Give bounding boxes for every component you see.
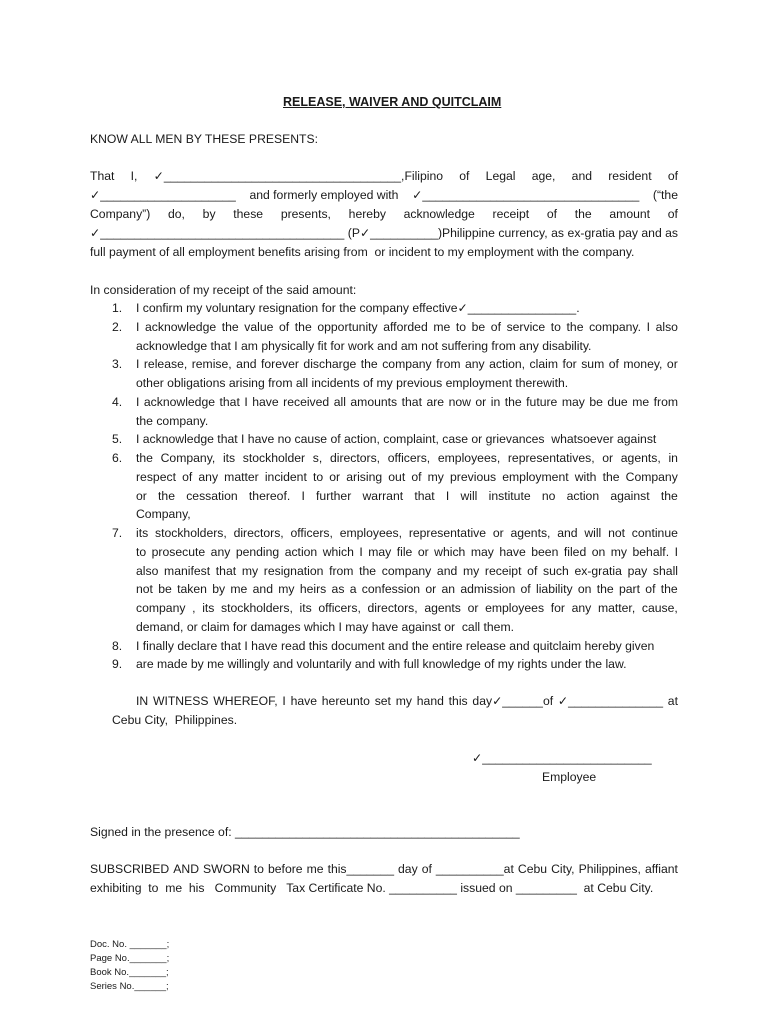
item-line-word: I <box>136 394 140 409</box>
subscribed-line-word: before <box>268 862 303 876</box>
item-line-word: I <box>674 544 678 559</box>
item-line-word: money, <box>623 357 663 372</box>
item-line-text: I confirm my voluntary resignation for the company effective✓________________. <box>136 301 580 315</box>
item-line-word: and <box>436 563 458 578</box>
witness-line-word: IN <box>136 694 149 708</box>
para1-line-word: of <box>667 169 678 183</box>
item-line-word: any <box>210 544 231 559</box>
subscribed-line <box>90 862 678 876</box>
item-line-word: I <box>359 544 363 559</box>
item-line-word: remise, <box>191 357 232 372</box>
item-line-word: or <box>329 469 341 484</box>
item-line-word: are <box>426 394 445 409</box>
item-line <box>136 639 678 653</box>
item-line-word: acknowledge <box>144 319 217 334</box>
para1-line-word: of <box>459 169 470 183</box>
para1-line <box>90 207 678 221</box>
item-line-word: amounts <box>350 394 398 409</box>
item-line-word: warrant <box>362 488 404 503</box>
para1-line-word: ✓____________________________________ <box>90 226 345 240</box>
item-line-word: agents <box>424 601 461 615</box>
item-number: 1. <box>112 301 123 315</box>
witness-line-word: I <box>282 694 286 708</box>
item-line-word: officers, <box>318 601 361 615</box>
item-line-word: future <box>526 394 558 409</box>
para1-line-word: hereby <box>348 207 386 221</box>
notary-footer-line: Page No._______; <box>90 953 170 964</box>
item-line-word: and <box>236 357 257 372</box>
item-line-word: pending <box>235 544 280 559</box>
item-line-word: no <box>541 488 556 503</box>
item-line-word: sum <box>581 357 605 372</box>
item-line-word: stockholder <box>242 451 306 465</box>
item-number: 2. <box>112 319 123 334</box>
item-line-word: afforded <box>383 319 428 334</box>
item-line-word: shall <box>652 563 678 578</box>
item-line <box>136 545 678 559</box>
item-line-word: the <box>566 319 584 334</box>
item-line-word: of <box>411 469 422 484</box>
notary-footer-line: Book No._______; <box>90 967 169 978</box>
item-line-word: company <box>381 563 432 578</box>
item-line-word: that <box>219 394 240 409</box>
item-line <box>136 432 678 446</box>
item-line-word: of <box>527 563 538 578</box>
item-line-word: or <box>417 544 429 559</box>
item-line-word: or <box>425 582 437 597</box>
para1-line-word: That <box>90 169 115 183</box>
para1-line-word: Legal <box>485 169 516 183</box>
item-line-word: stockholders, <box>154 526 227 540</box>
item-line-word: as <box>331 582 345 597</box>
item-line-word: that <box>215 563 237 578</box>
item-line-text: demand, or claim for damages which I may have against or call them. <box>136 619 514 634</box>
item-line-word: to <box>136 544 147 559</box>
item-line-word: be <box>589 394 603 409</box>
item-line-word: , <box>192 601 196 615</box>
item-line-word: admission <box>460 582 516 597</box>
item-line-word: continue <box>631 526 678 540</box>
item-line <box>136 320 678 334</box>
item-line-word: for <box>562 357 577 372</box>
item-line-text: Company, <box>136 507 191 522</box>
item-line-word: or <box>475 394 487 409</box>
item-line <box>136 395 678 409</box>
item-line-word: opportunity <box>317 319 378 334</box>
item-number: 3. <box>112 357 123 372</box>
item-line-word: now <box>448 394 471 409</box>
subscribed-line-word: day <box>398 862 418 876</box>
item-line-word: ex-gratia <box>574 563 622 578</box>
item-line-word: filed <box>563 544 587 559</box>
item-line-word: pay <box>627 563 648 578</box>
item-line-word: I <box>136 357 140 372</box>
item-line-word: action <box>566 488 600 503</box>
subscribed-line-word: __________at <box>435 862 514 876</box>
notary-footer-line: Doc. No. _______; <box>90 939 170 950</box>
item-line-word: that <box>414 488 435 503</box>
item-line-word: employment <box>502 469 569 484</box>
intro-heading: KNOW ALL MEN BY THESE PRESENTS: <box>90 132 319 146</box>
item-line-word: may <box>561 394 585 409</box>
para1-line-word: age, <box>531 169 556 183</box>
item-line-word: heirs <box>299 582 327 597</box>
item-line-word: such <box>543 563 569 578</box>
subscribed-line <box>90 881 678 895</box>
item-line-word: or <box>602 451 614 465</box>
item-line-word: or <box>666 357 678 372</box>
item-line-word: may <box>368 544 392 559</box>
para1-line-word: of <box>546 207 558 221</box>
item-line-word: release, <box>143 357 188 372</box>
para1-line-word: (P✓__________)Philippine <box>347 226 495 240</box>
item-line-word: me <box>433 319 451 334</box>
item-line-word: stockholders, <box>221 601 293 615</box>
item-line-word: the <box>359 563 377 578</box>
item-line-word: of <box>182 469 193 484</box>
item-line-word: my <box>241 563 259 578</box>
item-line-word: or <box>492 526 504 540</box>
item-line-word: or <box>467 601 479 615</box>
item-line-word: will <box>460 488 478 503</box>
item-line <box>136 414 678 428</box>
item-line-word: representatives, <box>507 451 595 465</box>
para1-line <box>90 169 678 183</box>
item-line-word: arising <box>346 469 383 484</box>
item-line-word: an <box>441 582 456 597</box>
item-line-word: the <box>360 357 378 372</box>
item-line-word: of <box>490 319 501 334</box>
item-line-word: agents, <box>620 451 661 465</box>
item-line <box>136 507 678 521</box>
item-line-word: and <box>557 526 578 540</box>
item-line-text: other obligations arising from all incidents of my previous employment therewith. <box>136 376 569 390</box>
item-line-word: I <box>244 394 248 409</box>
item-line <box>136 489 678 503</box>
item-line <box>136 470 678 484</box>
item-line-word: claim <box>529 357 558 372</box>
subscribed-line-word: City, <box>551 862 575 876</box>
item-line-word: on <box>591 544 606 559</box>
item-line-word: resignation <box>263 563 324 578</box>
item-line-word: institute <box>488 488 531 503</box>
item-line-word: liability <box>536 582 573 597</box>
para1-line-word: resident <box>608 169 652 183</box>
item-line <box>136 601 678 615</box>
item-line-word: value <box>244 319 274 334</box>
item-line-word: any <box>571 601 592 615</box>
item-line-word: on <box>577 582 592 597</box>
item-line-word: of <box>608 357 619 372</box>
item-line-word: confession <box>361 582 421 597</box>
item-line-word: from <box>436 357 461 372</box>
subscribed-line-word: affiant <box>644 862 678 876</box>
item-line-word: any <box>198 469 219 484</box>
employee-signature-line: ✓_________________________ <box>472 751 652 765</box>
para1-line <box>90 188 678 202</box>
item-line-word: directors, <box>367 601 418 615</box>
item-line-word: employees, <box>339 526 403 540</box>
item-line-word: that <box>401 394 422 409</box>
para1-line-word: (“the <box>652 188 678 202</box>
item-line-word: Company, <box>160 451 216 465</box>
para1-line-text: full payment of all employment benefits arising from or incident to my employment with the company. <box>90 245 635 259</box>
item-line-word: employees, <box>437 451 501 465</box>
item-line-word: also <box>655 319 678 334</box>
item-line-word: my <box>462 563 480 578</box>
item-line-text: I finally declare that I have read this document and the entire release and quitclaim hereby given <box>136 638 655 653</box>
item-line-word: the <box>158 488 175 503</box>
item-line-word: action, <box>489 357 526 372</box>
para1-line-word: and formerly employed with <box>249 188 399 202</box>
item-line-word: have <box>252 394 279 409</box>
item-line-word: to <box>455 319 467 334</box>
item-line-word: matter, <box>597 601 636 615</box>
item-line-word: also <box>136 563 159 578</box>
item-line-word: out <box>388 469 406 484</box>
para1-line-word: of <box>667 207 678 221</box>
item-line-word: been <box>531 544 559 559</box>
item-line-word: may <box>470 544 494 559</box>
item-line <box>136 357 678 371</box>
subscribed-line-word: AND <box>173 862 200 876</box>
item-number: 9. <box>112 657 123 672</box>
item-number: 4. <box>112 394 123 409</box>
item-line-word: company <box>382 357 432 372</box>
witness-line-word: at <box>667 694 678 708</box>
item-line-word: in <box>490 394 501 409</box>
witness-line <box>136 694 678 708</box>
item-line-word: not <box>608 526 626 540</box>
item-line-text: I acknowledge that I have no cause of action, complaint, case or grievances whatsoever against <box>136 432 657 447</box>
witness-line-text: Cebu City, Philippines. <box>112 713 238 727</box>
para1-line-word: acknowledge <box>403 207 475 221</box>
item-line-text: acknowledge that I am physically fit for work and am not suffering from any disability. <box>136 338 592 353</box>
para1-line-word: ✓____________________ <box>90 188 236 202</box>
item-line-word: the <box>660 582 678 597</box>
item-line-word: my <box>610 544 627 559</box>
item-line-word: me <box>230 582 248 597</box>
item-line-word: matter <box>224 469 259 484</box>
item-line-word: will <box>584 526 602 540</box>
item-line-word: received <box>283 394 330 409</box>
item-line-word: incident <box>264 469 307 484</box>
item-line-word: prosecute <box>151 544 206 559</box>
para1-line-word: these <box>233 207 264 221</box>
para1-line <box>90 226 678 240</box>
witness-line-word: day✓______of <box>472 694 554 708</box>
item-line-word: the <box>596 582 614 597</box>
item-line-word: part <box>618 582 640 597</box>
item-line-word: its <box>136 526 149 540</box>
item-line-word: of <box>645 582 656 597</box>
item-line-word: in <box>668 451 678 465</box>
notary-footer-line: Series No.______; <box>90 981 169 992</box>
item-number: 5. <box>112 432 123 447</box>
item-line <box>136 582 678 596</box>
signed-presence-line: Signed in the presence of: __________________________________________ <box>90 825 520 839</box>
item-line-word: taken <box>177 582 207 597</box>
item-line-word: the <box>221 319 239 334</box>
witness-line-word: have <box>290 694 317 708</box>
witness-line-word: my <box>395 694 412 708</box>
para1-line-word: as <box>551 226 565 240</box>
item-line-word: acknowledge <box>143 394 216 409</box>
witness-line-word: this <box>448 694 468 708</box>
item-line <box>136 526 678 540</box>
subscribed-line-word: SUBSCRIBED <box>90 862 170 876</box>
item-line-word: previous <box>450 469 497 484</box>
consideration-heading: In consideration of my receipt of the said amount: <box>90 283 357 297</box>
para1-line-word: ex-gratia pay and as <box>567 226 678 240</box>
item-line-word: receipt <box>484 563 522 578</box>
para1-line-word: ✓___________________________________,Filipino <box>153 169 444 183</box>
item-line-word: a <box>349 582 357 597</box>
item-line-word: the <box>660 488 678 503</box>
item-line-text: are made by me willingly and voluntarily and with full knowledge of my rights under the law. <box>136 657 627 672</box>
item-line-word: or <box>136 488 147 503</box>
item-line-word: against <box>610 488 650 503</box>
para1-line-word: I, <box>130 169 138 183</box>
item-line-word: which <box>322 544 354 559</box>
para1-line-word: by <box>202 207 216 221</box>
para1-line-word: the <box>574 207 592 221</box>
subscribed-line-word: this_______ <box>327 862 394 876</box>
para1-line-word: and <box>571 169 593 183</box>
item-line-word: from <box>653 394 678 409</box>
item-line-word: s, <box>312 451 323 465</box>
subscribed-line-word: Philippines, <box>578 862 641 876</box>
item-line-word: due <box>607 394 628 409</box>
item-line-word: service <box>506 319 546 334</box>
item-line-word: with <box>574 469 597 484</box>
item-line-word: manifest <box>164 563 211 578</box>
item-line <box>136 451 678 465</box>
witness-line-word: WITNESS <box>152 694 209 708</box>
item-line-word: not <box>136 582 153 597</box>
item-line-word: cause, <box>641 601 678 615</box>
item-line-word: agents, <box>510 526 551 540</box>
witness-line-word: WHEREOF, <box>213 694 278 708</box>
item-line-word: representative <box>408 526 487 540</box>
witness-line-word: hereunto <box>321 694 370 708</box>
para1-line-word: amount <box>609 207 651 221</box>
item-line-word: company <box>136 601 186 615</box>
witness-line-word: hand <box>416 694 444 708</box>
item-line-word: have <box>499 544 526 559</box>
item-line-word: behalf. <box>632 544 670 559</box>
item-line-word: its <box>299 601 312 615</box>
item-line-word: I <box>445 488 450 503</box>
item-line-word: and <box>252 582 273 597</box>
item-line-word: respect <box>136 469 176 484</box>
para1-line <box>90 245 678 259</box>
item-line-word: the <box>294 319 312 334</box>
subscribed-line-word: me <box>306 862 324 876</box>
item-line-word: action <box>284 544 318 559</box>
item-line <box>136 620 678 634</box>
para1-line-word: receipt <box>492 207 530 221</box>
item-line-word: I <box>136 319 140 334</box>
item-line-word: be <box>158 582 172 597</box>
item-line-word: discharge <box>303 357 357 372</box>
para1-line-word: Company”) <box>90 207 151 221</box>
item-line-word: my <box>278 582 295 597</box>
para1-line-word: currency, <box>498 226 548 240</box>
item-line-word: forever <box>261 357 299 372</box>
item-line-word: my <box>427 469 444 484</box>
item-line-word: company. <box>589 319 642 334</box>
item-line-word: further <box>316 488 352 503</box>
item-line-word: me <box>632 394 650 409</box>
item-line <box>136 301 678 315</box>
item-line-word: officers, <box>387 451 431 465</box>
item-number: 6. <box>112 451 123 465</box>
item-line-word: of <box>279 319 290 334</box>
para1-line-word: do, <box>168 207 185 221</box>
item-line-word: which <box>434 544 466 559</box>
subscribed-line-word: SWORN <box>203 862 250 876</box>
item-line-word: be <box>471 319 486 334</box>
witness-line-word: set <box>374 694 391 708</box>
item-line-word: cessation <box>186 488 238 503</box>
item-line <box>136 376 678 390</box>
para1-line-word: ✓________________________________ <box>412 188 640 202</box>
item-line-word: from <box>329 563 354 578</box>
item-line-word: any <box>465 357 485 372</box>
item-line-word: I <box>646 319 650 334</box>
item-line-text: the company. <box>136 413 209 428</box>
item-line <box>136 657 678 671</box>
item-line-word: all <box>333 394 346 409</box>
item-line-word: to <box>312 469 324 484</box>
item-line <box>136 339 678 353</box>
item-line-word: directors, <box>329 451 381 465</box>
item-line-word: by <box>212 582 226 597</box>
subscribed-line-text: exhibiting to me his Community Tax Certificate No. __________ issued on _________ at Cebu City. <box>90 881 654 895</box>
item-line-word: I <box>301 488 305 503</box>
item-line-word: its <box>222 451 236 465</box>
employee-label: Employee <box>542 770 597 784</box>
item-line-word: for <box>550 601 565 615</box>
item-line <box>136 564 678 578</box>
item-line-word: officers, <box>290 526 333 540</box>
witness-line-word: ✓______________ <box>557 694 664 708</box>
para1-line-word: presents, <box>280 207 331 221</box>
item-line-word: the <box>136 451 153 465</box>
item-line-word: file <box>396 544 413 559</box>
item-line-word: to <box>550 319 561 334</box>
item-line-word: employees <box>485 601 545 615</box>
witness-line <box>112 713 512 727</box>
item-line-word: thereof. <box>248 488 291 503</box>
item-number: 7. <box>112 526 123 540</box>
document-title: RELEASE, WAIVER AND QUITCLAIM <box>283 95 502 109</box>
item-line-word: Company <box>625 469 678 484</box>
subscribed-line-word: to <box>253 862 264 876</box>
subscribed-line-word: Cebu <box>517 862 548 876</box>
item-line-word: directors, <box>233 526 284 540</box>
item-line-word: the <box>602 469 620 484</box>
item-number: 8. <box>112 638 123 653</box>
item-line-word: the <box>504 394 522 409</box>
item-line-word: its <box>202 601 215 615</box>
subscribed-line-word: of <box>421 862 432 876</box>
item-line-word: of <box>520 582 531 597</box>
